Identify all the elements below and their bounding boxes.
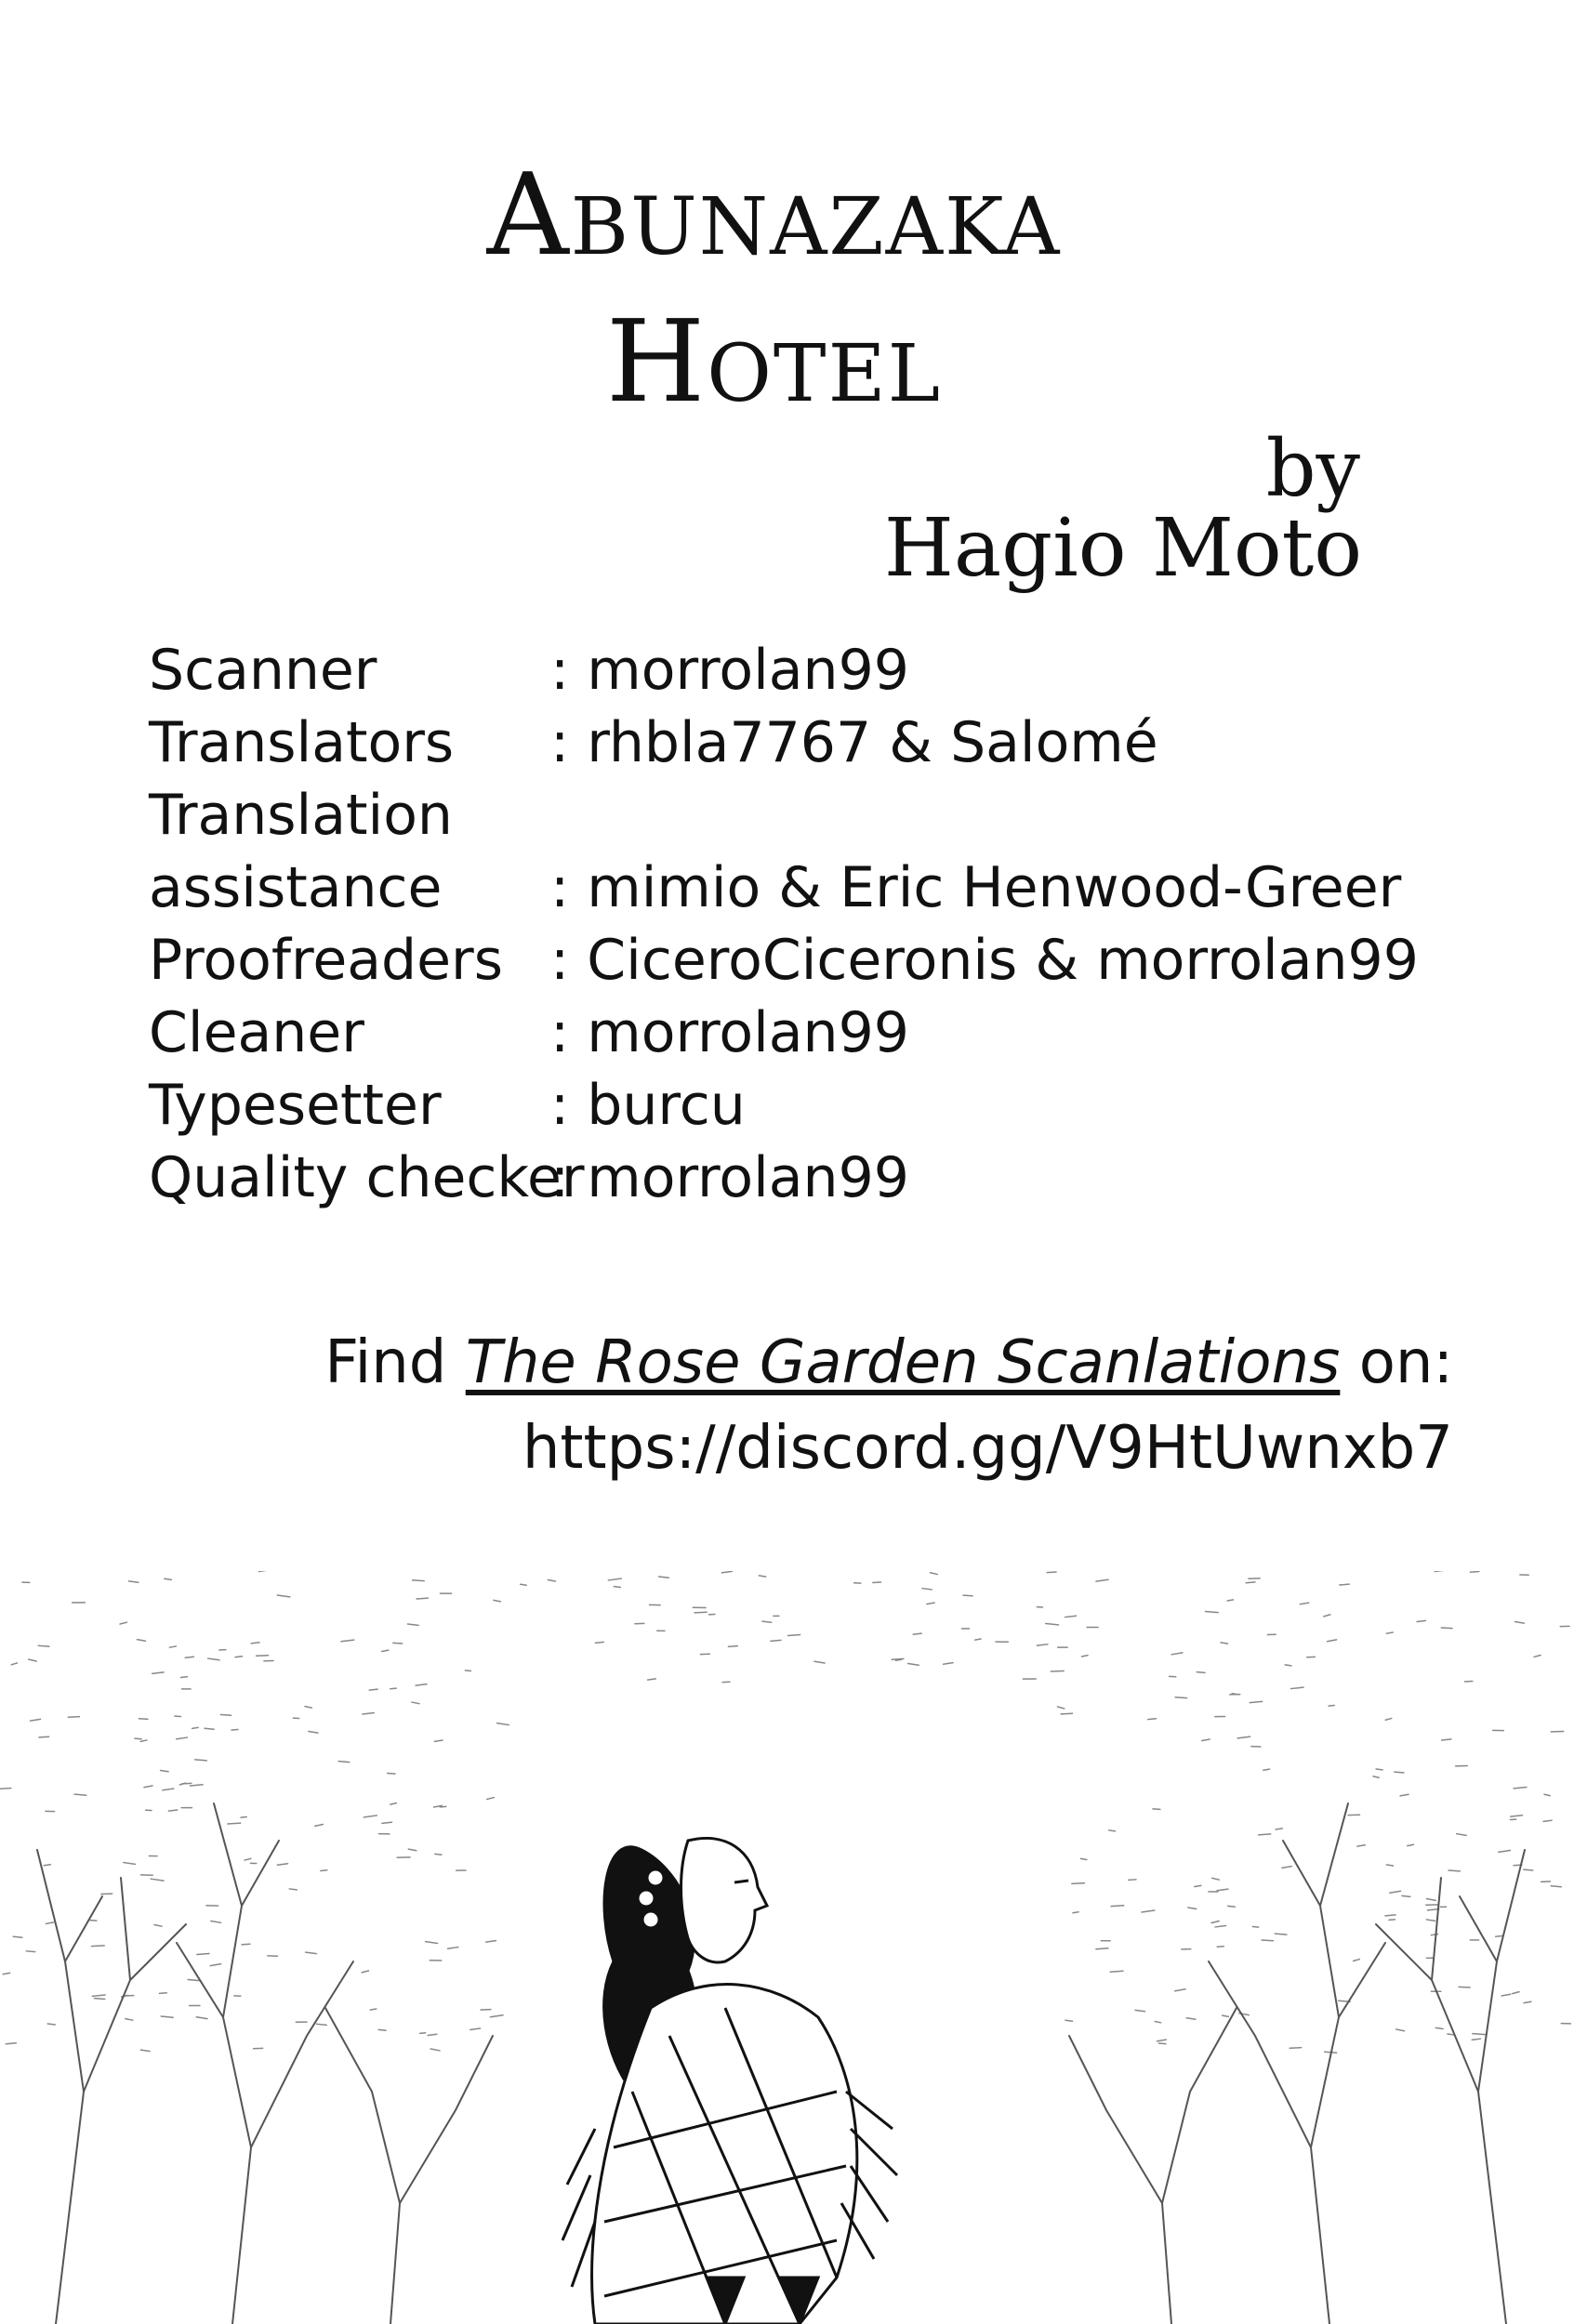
title-line-2: Hotel — [605, 296, 943, 428]
credit-value: : rhbla7767 & Salomé — [550, 710, 1158, 775]
credit-role: Translation — [149, 783, 453, 848]
credits-list — [149, 634, 1469, 1214]
credit-role: Translators — [149, 710, 455, 775]
credit-value: : morrolan99 — [550, 1000, 909, 1065]
credit-role: Proofreaders — [149, 928, 503, 993]
credit-row — [149, 1069, 1469, 1142]
find-line — [324, 1320, 1453, 1406]
credit-role: Cleaner — [149, 1000, 364, 1065]
find-us-block — [324, 1320, 1453, 1491]
credit-role: assistance — [149, 855, 443, 920]
credit-row — [149, 1142, 1469, 1214]
by-label: by — [1265, 423, 1360, 514]
credit-value: : morrolan99 — [550, 638, 909, 703]
credit-value: : morrolan99 — [550, 1145, 909, 1210]
find-prefix: Find — [324, 1328, 466, 1397]
credit-row — [149, 924, 1469, 997]
author-name: Hagio Moto — [883, 502, 1362, 595]
credit-row — [149, 852, 1469, 924]
credit-role: Typesetter — [149, 1073, 442, 1138]
credit-row — [149, 706, 1469, 779]
credit-row — [149, 997, 1469, 1069]
credit-row — [149, 779, 1469, 852]
credit-role: Scanner — [149, 638, 377, 703]
credit-value: : mimio & Eric Henwood-Greer — [550, 855, 1402, 920]
credit-value: : CiceroCiceronis & morrolan99 — [550, 928, 1419, 993]
credit-value: : burcu — [550, 1073, 746, 1138]
woman-in-shawl-among-bare-trees-illustration — [0, 1571, 1574, 2324]
credit-row — [149, 634, 1469, 706]
credit-role: Quality checker — [149, 1145, 585, 1210]
title-line-1: Abunazaka — [486, 149, 1062, 281]
group-name: The Rose Garden Scanlations — [465, 1328, 1341, 1397]
find-suffix: on: — [1340, 1328, 1453, 1397]
discord-link[interactable]: https://discord.gg/V9HtUwnxb7 — [522, 1414, 1453, 1483]
